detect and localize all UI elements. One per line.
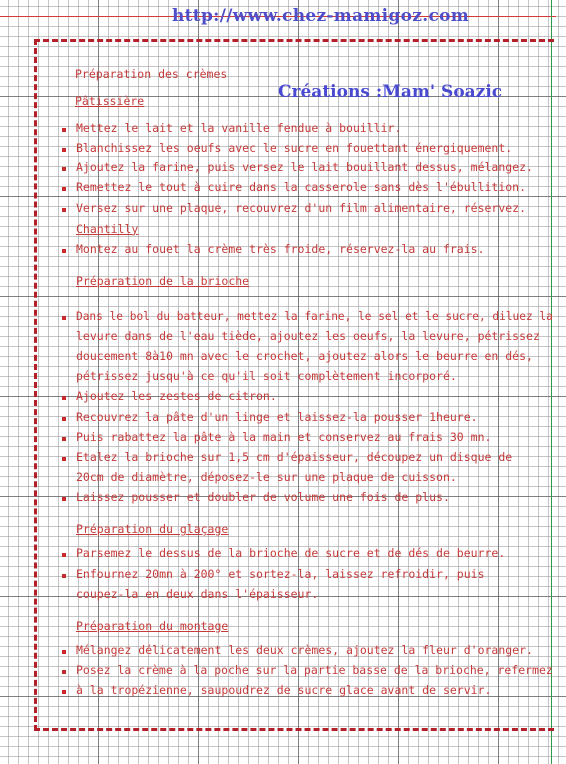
bullet xyxy=(62,249,66,253)
bullet xyxy=(62,437,66,441)
bullet xyxy=(62,690,66,694)
step-line: à la tropézienne, saupoudrez de sucre glace avant de servir. xyxy=(76,683,492,697)
step-line: coupez-la en deux dans l'épaisseur. xyxy=(76,587,319,601)
step-line: levure dans de l'eau tiède, ajoutez les oeufs, la levure, pétrissez xyxy=(76,329,540,343)
bullet xyxy=(62,670,66,674)
bullet xyxy=(62,574,66,578)
step-line: Posez la crème à la poche sur la partie basse de la brioche, refermez xyxy=(76,663,553,677)
step-line: Ajoutez les zestes de citron. xyxy=(76,389,277,403)
step-line: Versez sur une plaque, recouvrez d'un film alimentaire, réservez. xyxy=(76,201,527,215)
subtitle-patissiere: Pâtissière xyxy=(75,94,145,108)
bullet xyxy=(62,396,66,400)
bullet xyxy=(62,208,66,212)
subtitle-chantilly: Chantilly xyxy=(76,222,139,236)
bullet xyxy=(62,148,66,152)
step-line: Ajoutez la farine, puis versez le lait bouillant dessus, mélangez. xyxy=(76,160,533,174)
bullet xyxy=(62,316,66,320)
bullet xyxy=(62,457,66,461)
bullet xyxy=(62,417,66,421)
step-line: Etalez la brioche sur 1,5 cm d'épaisseur, découpez un disque de xyxy=(76,450,513,464)
step-line: Recouvrez la pâte d'un linge et laissez-la pousser 1heure. xyxy=(76,410,478,424)
step-line: doucement 8à10 mn avec le crochet, ajoutez alors le beurre en dés, xyxy=(76,349,533,363)
step-line: Laissez pousser et doubler de volume une fois de plus. xyxy=(76,490,450,504)
section-title-cremes: Préparation des crèmes xyxy=(75,67,228,81)
step-line: Mettez le lait et la vanille fendue à bouillir. xyxy=(76,121,402,135)
step-line: Blanchissez les oeufs avec le sucre en fouettant énergiquement. xyxy=(76,141,513,155)
creations-credit: Créations :Mam' Soazic xyxy=(278,82,503,102)
step-line: Dans le bol du batteur, mettez la farine, le sel et le sucre, diluez la xyxy=(76,309,553,323)
site-url: http://www.chez-mamigoz.com xyxy=(172,6,470,26)
bullet xyxy=(62,553,66,557)
bullet xyxy=(62,187,66,191)
section-title-montage: Préparation du montage xyxy=(76,619,229,633)
section-title-brioche: Préparation de la brioche xyxy=(76,274,250,288)
bullet xyxy=(62,650,66,654)
step-line: Enfournez 20mn à 200° et sortez-la, laissez refroidir, puis xyxy=(76,567,485,581)
bullet xyxy=(62,167,66,171)
section-title-glacage: Préparation du glaçage xyxy=(76,522,229,536)
step-line: Montez au fouet la crème très froide, réservez-la au frais. xyxy=(76,242,485,256)
step-line: Remettez le tout à cuire dans la casserole sans dès l'ébullition. xyxy=(76,180,527,194)
step-line: Mélangez délicatement les deux crèmes, ajoutez la fleur d'oranger. xyxy=(76,643,533,657)
step-line: Puis rabattez la pâte à la main et conservez au frais 30 mn. xyxy=(76,430,492,444)
step-line: 20cm de diamètre, déposez-le sur une plaque de cuisson. xyxy=(76,470,457,484)
bullet xyxy=(62,128,66,132)
step-line: pétrissez jusqu'à ce qu'il soit complètement incorporé. xyxy=(76,369,457,383)
bullet xyxy=(62,497,66,501)
step-line: Parsemez le dessus de la brioche de sucre et de dés de beurre. xyxy=(76,546,506,560)
